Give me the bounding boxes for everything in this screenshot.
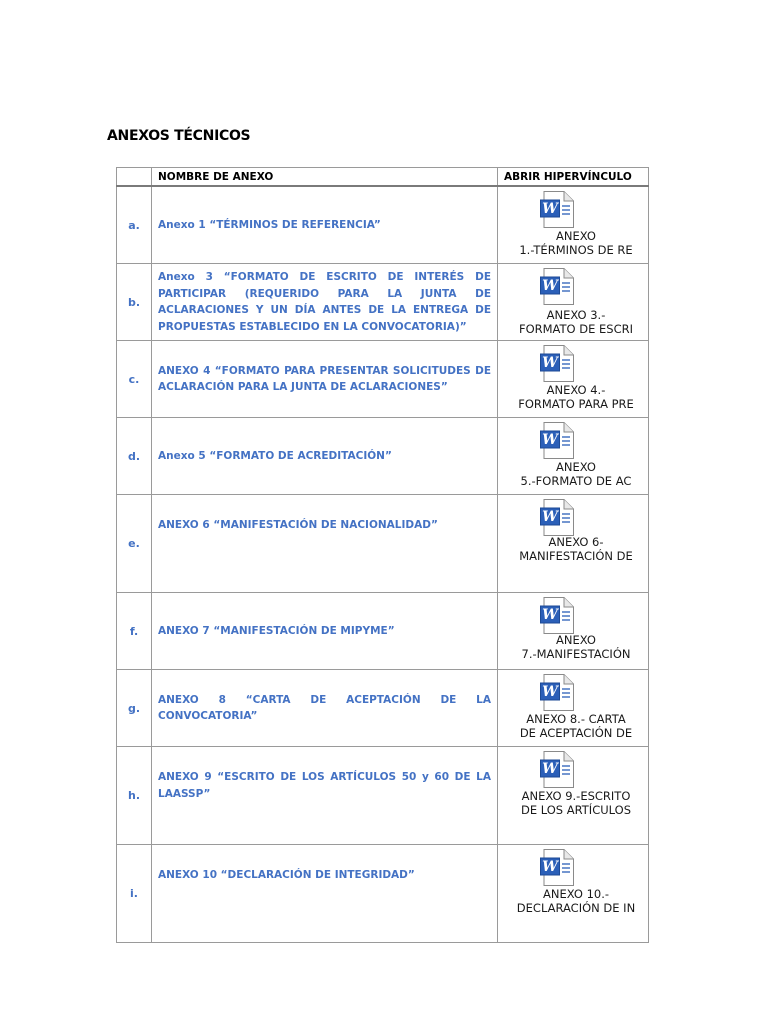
open-hyperlink-cell[interactable] xyxy=(498,670,649,747)
caption-line-1: ANEXO 10.- xyxy=(542,887,610,901)
annex-name-link[interactable]: Anexo 3 “FORMATO DE ESCRITO DE INTERÉS DE PARTICIPAR (REQUERIDO PARA LA JUNTA DE ACLARACIONES Y UN DÍA ANTES DE LA ENTREGA DE PROPUESTAS ESTABLECIDO EN LA CONVOCATORIA)” xyxy=(152,264,498,341)
caption-line-2: 5.-FORMATO DE AC xyxy=(520,474,632,488)
table-row xyxy=(117,593,649,670)
caption-line-2: MANIFESTACIÓN DE xyxy=(519,549,633,563)
annex-name-link[interactable]: Anexo 5 “FORMATO DE ACREDITACIÓN” xyxy=(152,418,498,495)
caption-line-2: DE ACEPTACIÓN DE xyxy=(519,726,633,740)
row-letter: g. xyxy=(117,670,152,747)
header-index xyxy=(117,168,152,187)
page-title: ANEXOS TÉCNICOS xyxy=(107,128,251,144)
open-hyperlink-cell[interactable] xyxy=(498,495,649,593)
open-hyperlink-cell[interactable] xyxy=(498,186,649,264)
caption-line-1: ANEXO 6- xyxy=(548,535,604,549)
svg-text:W: W xyxy=(542,509,558,525)
svg-text:W: W xyxy=(542,278,558,294)
annex-name-link[interactable]: ANEXO 8 “CARTA DE ACEPTACIÓN DE LA CONVOCATORIA” xyxy=(152,670,498,747)
header-open-link: ABRIR HIPERVÍNCULO xyxy=(498,168,649,187)
table-header-row xyxy=(117,168,649,187)
caption-line-1: ANEXO 8.- CARTA xyxy=(526,712,626,726)
annex-name-link[interactable]: ANEXO 4 “FORMATO PARA PRESENTAR SOLICITUDES DE ACLARACIÓN PARA LA JUNTA DE ACLARACIONES” xyxy=(152,341,498,418)
annex-name-link[interactable]: ANEXO 10 “DECLARACIÓN DE INTEGRIDAD” xyxy=(152,845,498,943)
word-document-icon[interactable] xyxy=(540,499,574,536)
open-hyperlink-cell[interactable] xyxy=(498,747,649,845)
caption-line-1: ANEXO 3.- xyxy=(546,308,606,322)
table-row xyxy=(117,341,649,418)
table-row xyxy=(117,670,649,747)
svg-text:W: W xyxy=(542,201,558,217)
open-hyperlink-cell[interactable] xyxy=(498,845,649,943)
document-caption[interactable] xyxy=(504,712,648,740)
word-document-icon[interactable] xyxy=(540,849,574,886)
word-document-icon[interactable] xyxy=(540,191,574,228)
word-document-icon[interactable] xyxy=(540,268,574,305)
table-row xyxy=(117,747,649,845)
caption-line-2: 7.-MANIFESTACIÓN xyxy=(521,647,631,661)
row-letter: e. xyxy=(117,495,152,593)
row-letter: h. xyxy=(117,747,152,845)
open-hyperlink-cell[interactable] xyxy=(498,264,649,341)
document-caption[interactable] xyxy=(504,887,648,915)
caption-line-2: DE LOS ARTÍCULOS xyxy=(520,803,631,817)
document-caption[interactable] xyxy=(504,633,648,661)
svg-text:W: W xyxy=(542,607,558,623)
document-caption[interactable] xyxy=(504,383,648,411)
table-row xyxy=(117,264,649,341)
caption-line-1: ANEXO xyxy=(556,633,596,647)
row-letter: c. xyxy=(117,341,152,418)
table-row xyxy=(117,186,649,264)
svg-text:W: W xyxy=(542,355,558,371)
row-letter: b. xyxy=(117,264,152,341)
row-letter: d. xyxy=(117,418,152,495)
annex-table xyxy=(116,167,649,943)
annex-name-link[interactable]: ANEXO 6 “MANIFESTACIÓN DE NACIONALIDAD” xyxy=(152,495,498,593)
annex-name-link[interactable]: ANEXO 9 “ESCRITO DE LOS ARTÍCULOS 50 y 60 DE LA LAASSP” xyxy=(152,747,498,845)
caption-line-1: ANEXO xyxy=(556,229,596,243)
word-document-icon[interactable] xyxy=(540,674,574,711)
svg-text:W: W xyxy=(542,432,558,448)
row-letter: f. xyxy=(117,593,152,670)
word-document-icon[interactable] xyxy=(540,597,574,634)
table-row xyxy=(117,418,649,495)
document-caption[interactable] xyxy=(504,308,648,336)
svg-text:W: W xyxy=(542,859,558,875)
caption-line-1: ANEXO 4.- xyxy=(546,383,606,397)
document-caption[interactable] xyxy=(504,789,648,817)
caption-line-2: 1.-TÉRMINOS DE RE xyxy=(519,243,633,257)
table-row xyxy=(117,495,649,593)
svg-text:W: W xyxy=(542,761,558,777)
row-letter: i. xyxy=(117,845,152,943)
open-hyperlink-cell[interactable] xyxy=(498,593,649,670)
document-caption[interactable] xyxy=(504,460,648,488)
document-caption[interactable] xyxy=(504,229,648,257)
header-annex-name: NOMBRE DE ANEXO xyxy=(152,168,498,187)
open-hyperlink-cell[interactable] xyxy=(498,418,649,495)
caption-line-1: ANEXO 9.-ESCRITO xyxy=(521,789,631,803)
caption-line-2: DECLARACIÓN DE IN xyxy=(516,901,636,915)
word-document-icon[interactable] xyxy=(540,422,574,459)
document-caption[interactable] xyxy=(504,535,648,563)
caption-line-1: ANEXO xyxy=(556,460,596,474)
table-row xyxy=(117,845,649,943)
word-document-icon[interactable] xyxy=(540,345,574,382)
word-document-icon[interactable] xyxy=(540,751,574,788)
caption-line-2: FORMATO PARA PRE xyxy=(518,397,634,411)
row-letter: a. xyxy=(117,186,152,264)
svg-text:W: W xyxy=(542,684,558,700)
annex-name-link[interactable]: ANEXO 7 “MANIFESTACIÓN DE MIPYME” xyxy=(152,593,498,670)
caption-line-2: FORMATO DE ESCRI xyxy=(518,322,634,336)
annex-name-link[interactable]: Anexo 1 “TÉRMINOS DE REFERENCIA” xyxy=(152,186,498,264)
open-hyperlink-cell[interactable] xyxy=(498,341,649,418)
